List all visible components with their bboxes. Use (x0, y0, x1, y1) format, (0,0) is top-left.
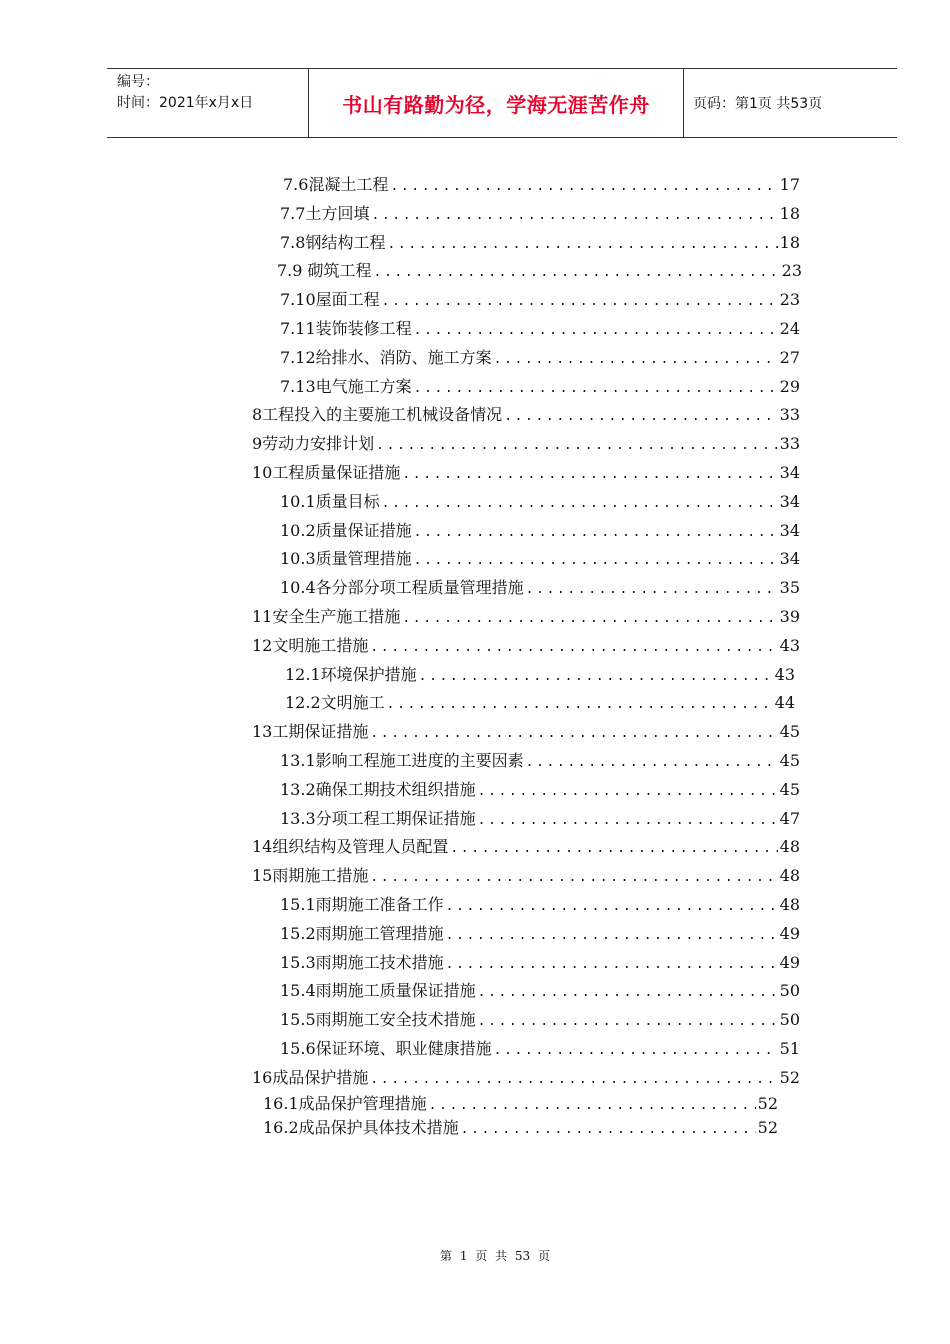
toc-entry-title: 7.7土方回填 (280, 203, 370, 223)
toc-leader-dots (402, 608, 777, 628)
toc-leader-dots (494, 1040, 778, 1060)
toc-entry-page: 44 (774, 693, 795, 713)
toc-entry-title: 10.3质量管理措施 (280, 549, 412, 569)
toc-leader-dots (450, 838, 777, 858)
toc-entry-title: 7.13电气施工方案 (280, 376, 412, 396)
toc-leader-dots (494, 349, 778, 369)
toc-entry-page: 23 (779, 290, 800, 310)
toc-leader-dots (414, 550, 778, 570)
toc-entry[interactable] (280, 980, 800, 1002)
toc-entry[interactable] (252, 433, 800, 455)
toc-entry-title: 10.2质量保证措施 (280, 520, 412, 540)
toc-leader-dots (387, 694, 773, 714)
toc-entry[interactable] (285, 664, 795, 686)
toc-leader-dots (382, 291, 778, 311)
toc-entry-page: 27 (779, 347, 800, 367)
toc-entry-page: 50 (779, 1010, 800, 1030)
toc-leader-dots (478, 810, 778, 830)
toc-entry-title: 13.2确保工期技术组织措施 (280, 779, 476, 799)
toc-entry[interactable] (280, 232, 800, 254)
toc-entry[interactable] (252, 865, 800, 887)
toc-entry-page: 29 (779, 376, 800, 396)
toc-entry[interactable] (280, 1038, 800, 1060)
toc-entry[interactable] (280, 1009, 800, 1031)
toc-leader-dots (414, 522, 778, 542)
toc-leader-dots (376, 435, 777, 455)
toc-entry-title: 15.5雨期施工安全技术措施 (280, 1010, 476, 1030)
toc-entry[interactable] (280, 376, 800, 398)
toc-entry-page: 48 (779, 866, 800, 886)
toc-leader-dots (374, 262, 780, 282)
toc-entry-title: 12文明施工措施 (252, 635, 369, 655)
toc-entry-title: 16.1成品保护管理措施 (263, 1094, 427, 1113)
toc-entry-page: 18 (779, 203, 800, 223)
header-meta (107, 69, 309, 137)
toc-leader-dots (478, 781, 778, 801)
toc-entry-title: 10.1质量目标 (280, 491, 380, 511)
toc-entry[interactable] (280, 289, 800, 311)
toc-entry-title: 7.12给排水、消防、施工方案 (280, 347, 492, 367)
toc-entry[interactable] (252, 606, 800, 628)
toc-entry-page: 43 (779, 635, 800, 655)
toc-entry[interactable] (252, 462, 800, 484)
toc-leader-dots (461, 1119, 756, 1139)
toc-entry-page: 39 (779, 607, 800, 626)
toc-entry-title: 15.6保证环境、职业健康措施 (280, 1039, 492, 1058)
toc-entry-page: 50 (779, 981, 800, 1001)
header-page-info: 页码：第1页 共53页 (693, 96, 823, 112)
toc-entry-page: 47 (779, 808, 800, 828)
toc-entry-page: 33 (779, 434, 800, 454)
toc-entry[interactable] (280, 952, 800, 974)
toc-entry[interactable] (263, 1117, 778, 1139)
toc-entry-title: 15.1雨期施工准备工作 (280, 895, 444, 914)
page-footer: 第 1 页 共 53 页 (440, 1249, 550, 1263)
toc-entry[interactable] (280, 203, 800, 225)
document-date: 时间：2021年x月x日 (117, 95, 254, 111)
toc-entry[interactable] (280, 347, 800, 369)
toc-entry-title: 15.3雨期施工技术措施 (280, 952, 444, 972)
toc-entry-title: 7.11装饰装修工程 (280, 319, 412, 338)
toc-entry-title: 7.6混凝土工程 (283, 175, 389, 194)
toc-entry[interactable] (280, 779, 800, 801)
toc-entry-title: 10.4各分部分项工程质量管理措施 (280, 578, 524, 598)
toc-entry[interactable] (280, 491, 800, 513)
toc-entry-title: 13工期保证措施 (252, 722, 369, 742)
toc-entry[interactable] (280, 520, 800, 542)
toc-entry-page: 48 (779, 895, 800, 914)
toc-leader-dots (446, 896, 778, 916)
page-header (107, 68, 897, 138)
toc-leader-dots (370, 723, 777, 743)
toc-entry[interactable] (283, 174, 800, 196)
toc-entry[interactable] (252, 836, 800, 858)
toc-entry-title: 15.4雨期施工质量保证措施 (280, 981, 476, 1001)
toc-leader-dots (370, 867, 777, 887)
toc-entry-title: 16成品保护措施 (252, 1067, 369, 1087)
toc-entry[interactable] (280, 548, 800, 570)
toc-entry-title: 13.1影响工程施工进度的主要因素 (280, 751, 524, 770)
toc-entry-page: 17 (779, 175, 800, 194)
toc-entry-page: 43 (774, 664, 795, 684)
toc-entry-title: 13.3分项工程工期保证措施 (280, 808, 476, 828)
toc-entry-title: 14组织结构及管理人员配置 (252, 837, 449, 857)
toc-entry-page: 51 (779, 1039, 800, 1058)
toc-leader-dots (414, 320, 778, 340)
toc-entry-page: 52 (757, 1118, 778, 1137)
toc-entry[interactable] (280, 750, 800, 772)
toc-entry-page: 34 (779, 520, 800, 540)
toc-entry-page: 45 (779, 722, 800, 742)
toc-entry-page: 24 (779, 319, 800, 338)
toc-entry-page: 33 (779, 405, 800, 425)
toc-entry-page: 34 (779, 549, 800, 569)
toc-entry-page: 45 (779, 751, 800, 770)
toc-entry-page: 48 (779, 837, 800, 857)
toc-entry-title: 7.9 砌筑工程 (277, 261, 372, 281)
toc-entry[interactable] (280, 923, 800, 945)
toc-entry[interactable] (280, 894, 800, 916)
toc-entry-title: 11安全生产施工措施 (252, 607, 401, 626)
toc-entry[interactable] (280, 808, 800, 830)
toc-leader-dots (446, 954, 778, 974)
toc-leader-dots (414, 378, 778, 398)
toc-leader-dots (390, 176, 777, 196)
toc-entry-page: 45 (779, 779, 800, 799)
toc-entry[interactable] (277, 260, 802, 282)
toc-entry-title: 16.2成品保护具体技术措施 (263, 1118, 459, 1137)
toc-entry-page: 52 (779, 1067, 800, 1087)
toc-entry[interactable] (280, 577, 800, 599)
toc-leader-dots (504, 406, 777, 426)
toc-entry-page: 34 (779, 491, 800, 511)
toc-entry-title: 7.8钢结构工程 (280, 232, 386, 252)
toc-leader-dots (526, 579, 778, 599)
toc-leader-dots (387, 234, 777, 254)
toc-entry-title: 15雨期施工措施 (252, 866, 369, 886)
toc-entry-page: 35 (779, 578, 800, 598)
toc-entry-page: 49 (779, 952, 800, 972)
toc-entry-title: 9劳动力安排计划 (252, 434, 375, 454)
toc-entry-page: 34 (779, 463, 800, 482)
toc-entry[interactable] (280, 318, 800, 340)
toc-entry-title: 7.10屋面工程 (280, 290, 380, 310)
toc-entry-title: 12.2文明施工 (285, 693, 385, 713)
document-number-label: 编号： (117, 74, 159, 90)
toc-entry[interactable] (285, 692, 795, 714)
toc-leader-dots (446, 925, 778, 945)
toc-leader-dots (478, 1011, 778, 1031)
toc-entry-title: 15.2雨期施工管理措施 (280, 923, 444, 943)
header-motto: 书山有路勤为径，学海无涯苦作舟 (309, 69, 684, 137)
toc-leader-dots (419, 666, 773, 686)
toc-entry-title: 12.1环境保护措施 (285, 664, 417, 684)
toc-entry-page: 49 (779, 923, 800, 943)
toc-entry[interactable] (263, 1093, 778, 1115)
toc-leader-dots (478, 982, 778, 1002)
toc-leader-dots (429, 1095, 756, 1115)
toc-entry-page: 18 (779, 232, 800, 252)
toc-entry-title: 8工程投入的主要施工机械设备情况 (252, 405, 503, 425)
toc-entry[interactable] (252, 721, 800, 743)
toc-entry-title: 10工程质量保证措施 (252, 463, 401, 482)
toc-leader-dots (370, 1069, 777, 1089)
toc-entry[interactable] (252, 404, 800, 426)
toc-entry-page: 52 (757, 1094, 778, 1113)
toc-leader-dots (402, 464, 777, 484)
toc-entry[interactable] (252, 635, 800, 657)
toc-entry-page: 23 (781, 261, 802, 281)
toc-entry[interactable] (252, 1067, 800, 1089)
toc-leader-dots (371, 205, 777, 225)
toc-leader-dots (370, 637, 777, 657)
toc-leader-dots (382, 493, 778, 513)
toc-leader-dots (526, 752, 778, 772)
